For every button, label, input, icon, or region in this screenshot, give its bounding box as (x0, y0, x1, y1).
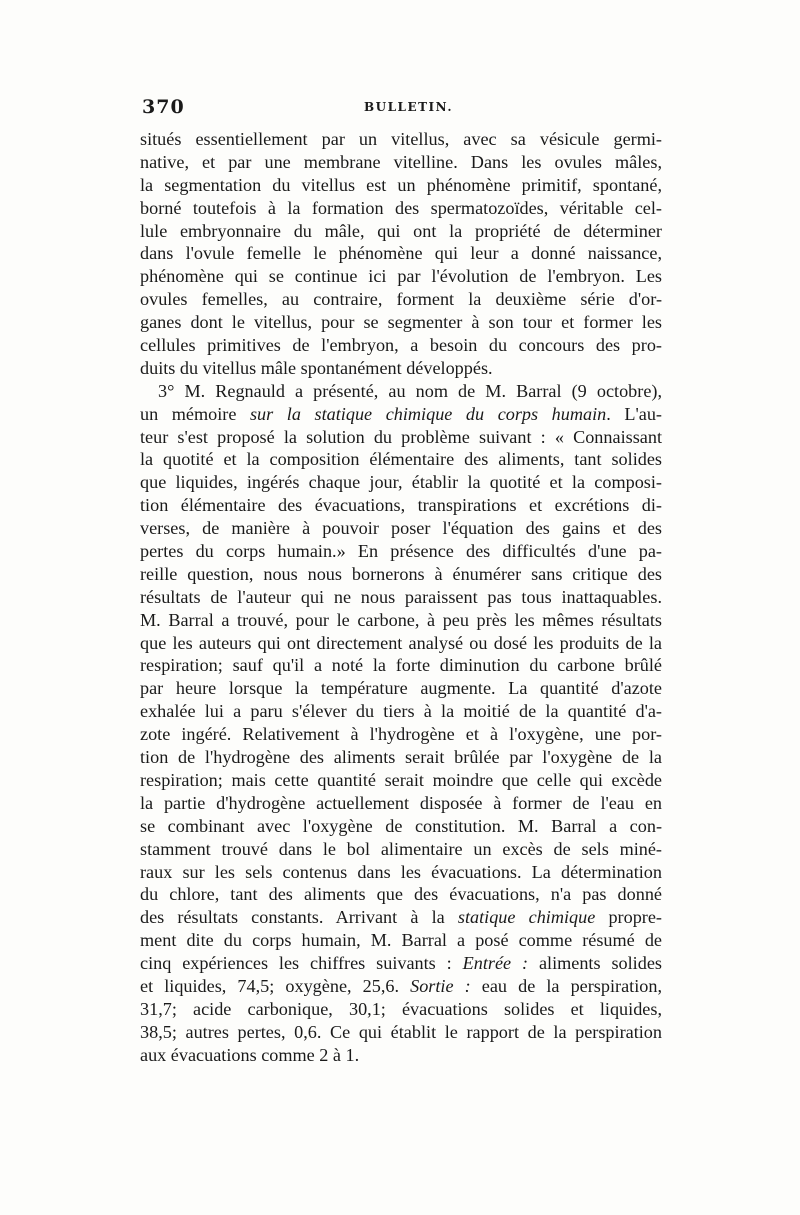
text-line: pertes du corps humain.» En présence des difficultés d'une pa- (140, 541, 662, 562)
text-line: que liquides, ingérés chaque jour, établir la quotité et la composi- (140, 472, 662, 493)
text-line: aux évacuations comme 2 à 1. (140, 1044, 360, 1065)
text-line: ganes dont le vitellus, pour se segmenter à son tour et former les (140, 312, 662, 333)
page-number: 370 (142, 96, 185, 118)
text-line: tion de l'hydrogène des aliments serait brûlée par l'oxygène de la (140, 747, 662, 768)
text-line: la partie d'hydrogène actuellement disposée à former de l'eau en (140, 792, 662, 813)
text-line: un mémoire sur la statique chimique du corps humain. L'au- (140, 403, 662, 424)
text-line: situés essentiellement par un vitellus, avec sa vésicule germi- (140, 129, 662, 149)
text-line: la quotité et la composition élémentaire des aliments, tant solides (140, 449, 662, 470)
text-line: des résultats constants. Arrivant à la statique chimique propre- (140, 907, 662, 928)
text-line: zote ingéré. Relativement à l'hydrogène et à l'oxygène, une por- (140, 724, 662, 745)
text-line: stamment trouvé dans le bol alimentaire un excès de sels miné- (140, 838, 662, 859)
text-line: que les auteurs qui ont directement analysé ou dosé les produits de la (140, 632, 662, 653)
text-line: cellules primitives de l'embryon, a besoin du concours des pro- (140, 335, 662, 356)
running-head: BULLETIN. (364, 100, 454, 114)
text-line: 31,7; acide carbonique, 30,1; évacuations solides et liquides, (140, 998, 662, 1019)
text-line: reille question, nous nous bornerons à énumérer sans critique des (140, 563, 662, 584)
text-line: se combinant avec l'oxygène de constitution. M. Barral a con- (140, 815, 662, 836)
text-line: et liquides, 74,5; oxygène, 25,6. Sortie : eau de la perspiration, (140, 975, 662, 996)
text-line: respiration; sauf qu'il a noté la forte diminution du carbone brûlé (140, 655, 662, 676)
text-line: cinq expériences les chiffres suivants : Entrée : aliments solides (140, 953, 662, 974)
text-line: par heure lorsque la température augmente. La quantité d'azote (140, 678, 662, 699)
text-line: 3° M. Regnauld a présenté, au nom de M. Barral (9 octobre), (158, 380, 662, 401)
text-line: 38,5; autres pertes, 0,6. Ce qui établit le rapport de la perspiration (140, 1021, 662, 1042)
text-line: lule embryonnaire du mâle, qui ont la propriété de déterminer (140, 220, 662, 241)
text-line: du chlore, tant des aliments que des évacuations, n'a pas donné (140, 884, 662, 905)
text-line: duits du vitellus mâle spontanément développés. (140, 357, 493, 378)
text-line: résultats de l'auteur qui ne nous paraissent pas tous inattaquables. (140, 586, 662, 607)
text-line: raux sur les sels contenus dans les évacuations. La détermination (140, 861, 662, 882)
text-line: M. Barral a trouvé, pour le carbone, à peu près les mêmes résultats (140, 609, 662, 630)
text-line: tion élémentaire des évacuations, transpirations et excrétions di- (140, 495, 662, 516)
text-line: verses, de manière à pouvoir poser l'équation des gains et des (140, 518, 662, 539)
text-line: ment dite du corps humain, M. Barral a posé comme résumé de (140, 930, 662, 951)
text-line: native, et par une membrane vitelline. Dans les ovules mâles, (140, 151, 662, 172)
text-line: phénomène qui se continue ici par l'évolution de l'embryon. Les (140, 266, 662, 287)
text-line: ovules femelles, au contraire, forment la deuxième série d'or- (140, 289, 662, 310)
body-text (140, 128, 662, 1067)
text-line: borné toutefois à la formation des spermatozoïdes, véritable cel- (140, 197, 662, 218)
text-line: exhalée lui a paru s'élever du tiers à la moitié de la quantité d'a- (140, 701, 662, 722)
text-line: respiration; mais cette quantité serait moindre que celle qui excède (140, 769, 662, 790)
page-header (142, 96, 662, 122)
text-line: la segmentation du vitellus est un phénomène primitif, spontané, (140, 174, 662, 195)
text-line: dans l'ovule femelle le phénomène qui leur a donné naissance, (140, 243, 662, 264)
text-line: teur s'est proposé la solution du problème suivant : « Connaissant (140, 426, 662, 447)
